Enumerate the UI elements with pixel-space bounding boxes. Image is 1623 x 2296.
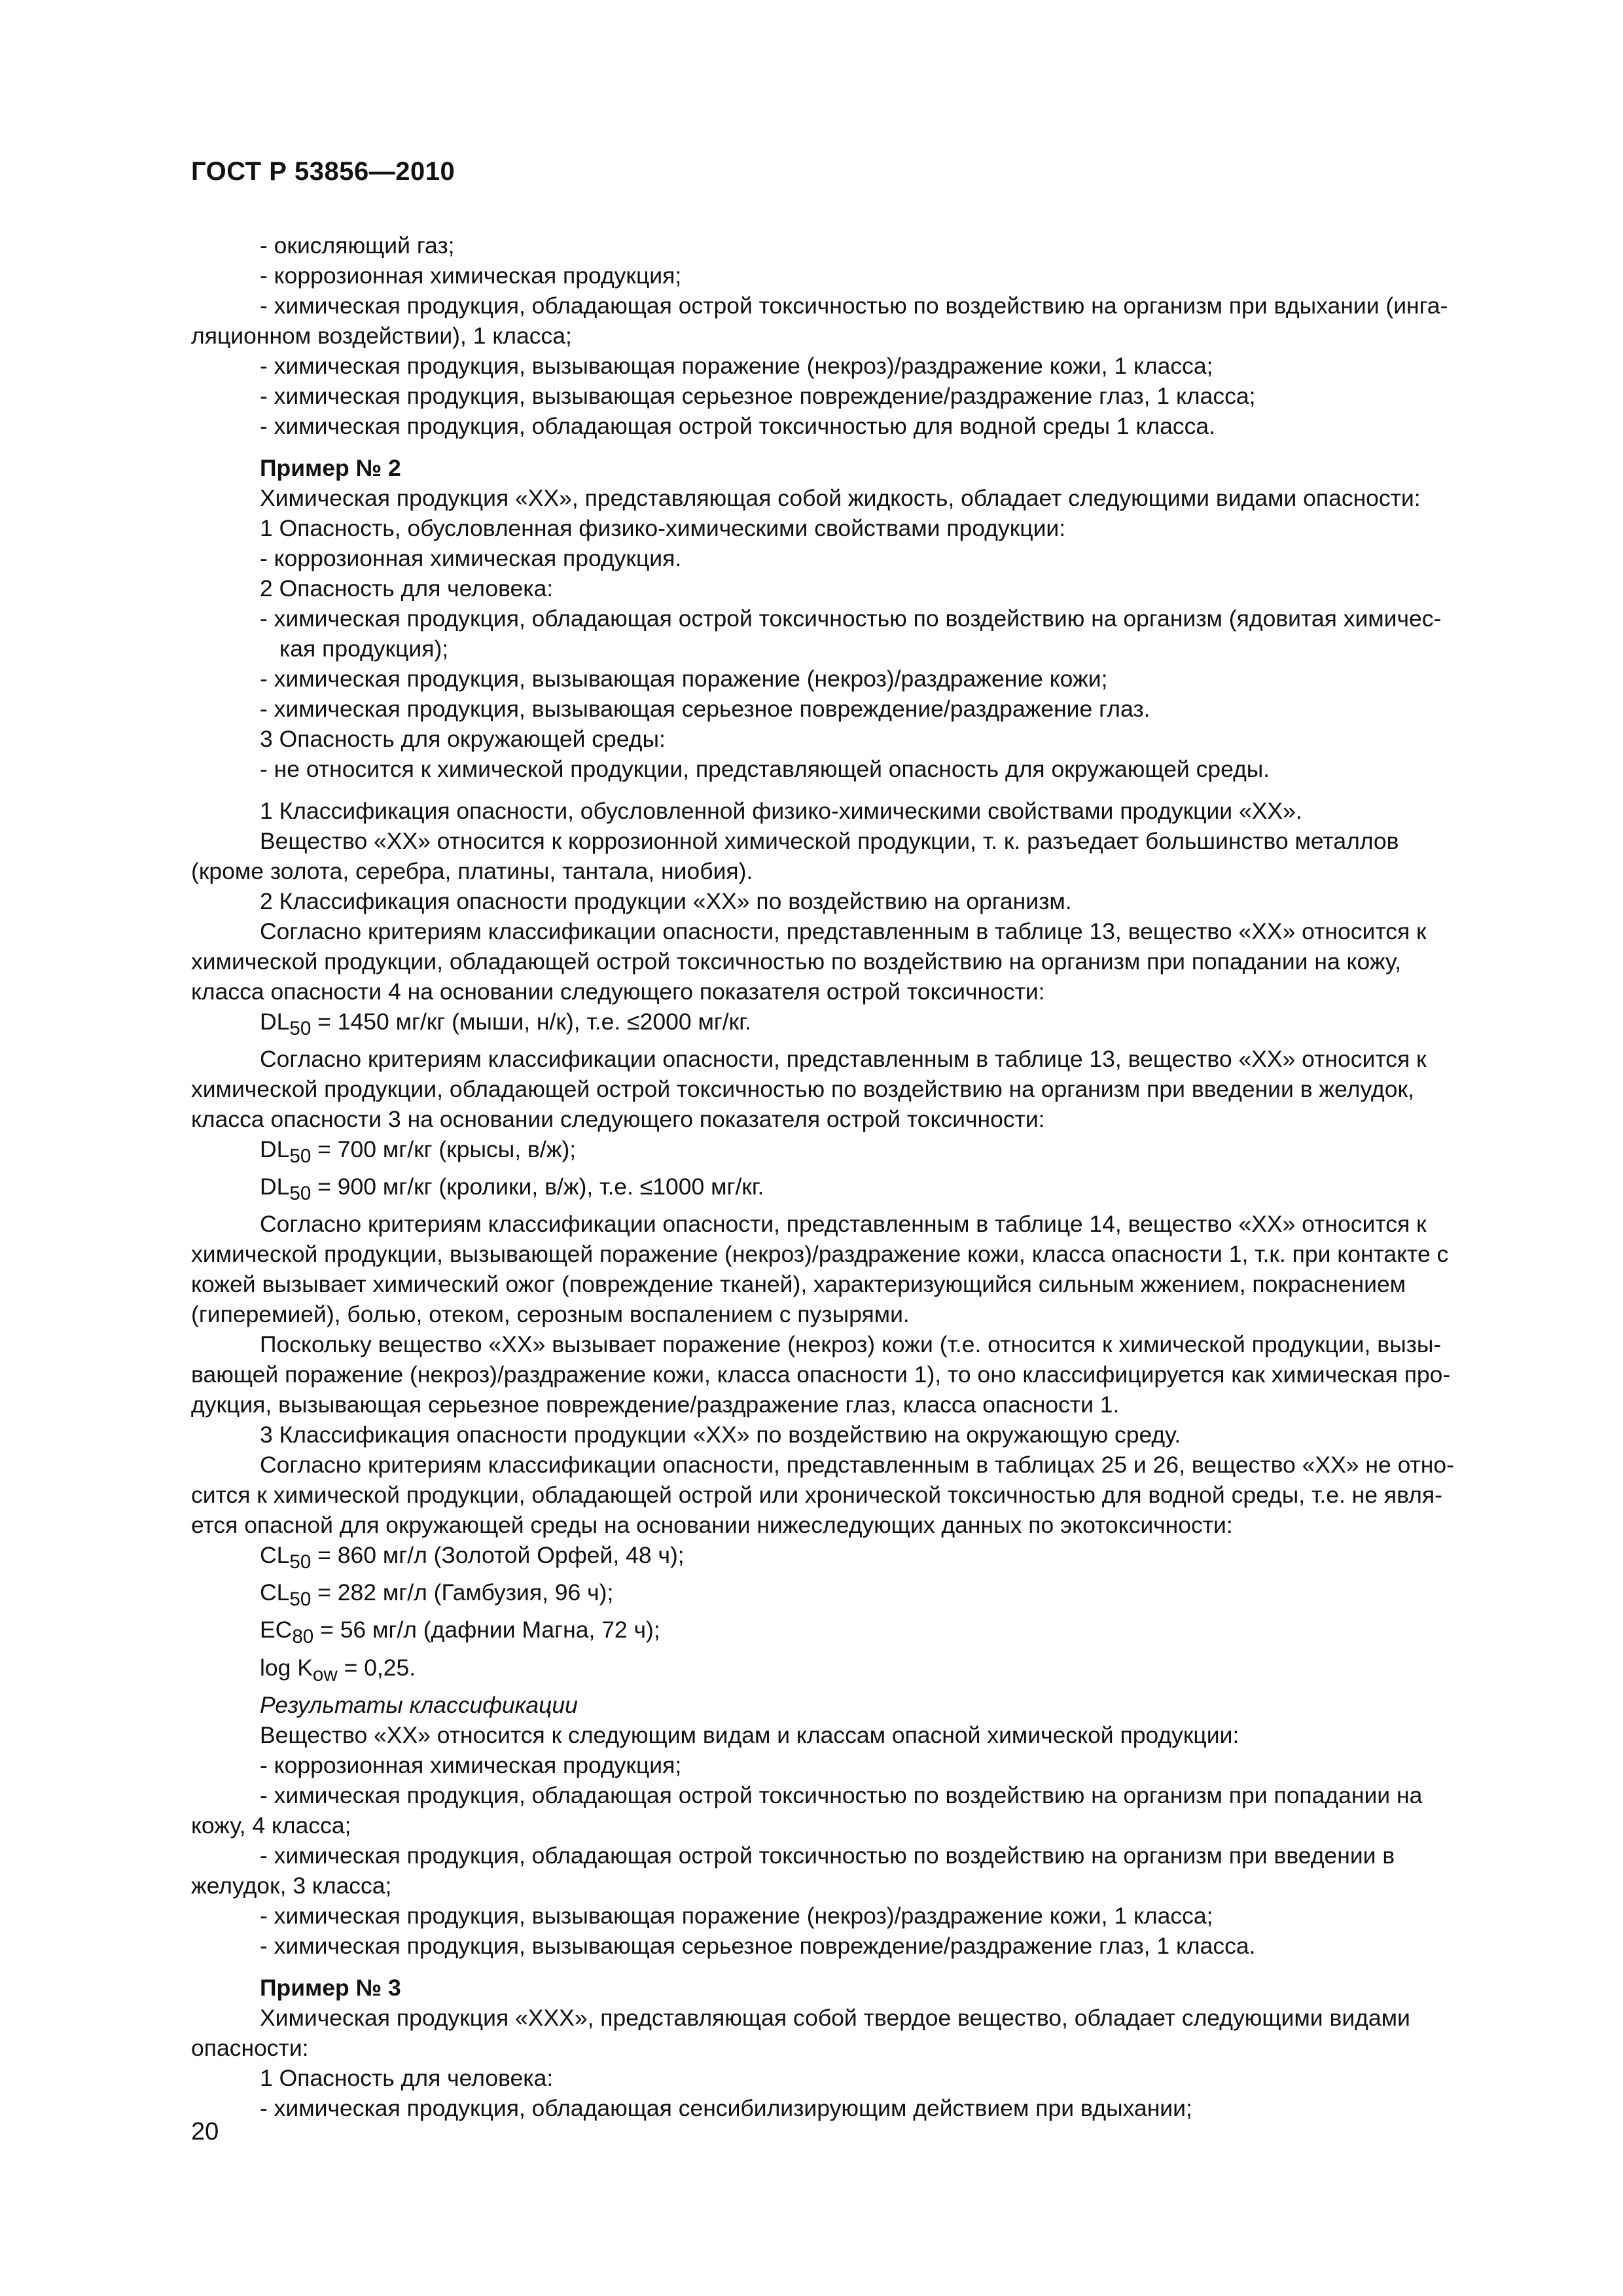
paragraph-continuation: химической продукции, вызывающей поражение (некроз)/раздражение кожи, класса опасности 1, т.к. при контакте с xyxy=(191,1241,1449,1268)
list-item: - коррозионная химическая продукция; xyxy=(260,1751,682,1778)
list-item: - химическая продукция, обладающая острой токсичностью по воздействию на организм при вдыхании (инга- xyxy=(260,293,1448,319)
list-item: - химическая продукция, обладающая сенсибилизирующим действием при вдыхании; xyxy=(260,2094,1192,2121)
formula-value: = 860 мг/л (Золотой Орфей, 48 ч); xyxy=(311,1542,685,1569)
formula-subscript: ow xyxy=(312,1663,338,1685)
formula-line xyxy=(191,1615,1497,1652)
list-item: - химическая продукция, вызывающая серьезное повреждение/раздражение глаз. xyxy=(260,696,1150,722)
paragraph-continuation: (кроме золота, серебра, платины, тантала, ниобия). xyxy=(191,858,753,884)
formula-subscript: 50 xyxy=(289,1018,312,1040)
example-2-heading: Пример № 2 xyxy=(260,455,401,481)
formula-line xyxy=(191,1577,1497,1615)
formula-subscript: 80 xyxy=(292,1626,314,1648)
paragraph: Химическая продукция «XXX», представляющая собой твердое вещество, обладает следующими видами xyxy=(260,2004,1410,2031)
list-item: - химическая продукция, обладающая острой токсичностью по воздействию на организм (ядовитая химичес- xyxy=(260,605,1442,632)
paragraph: Согласно критериям классификации опасности, представленным в таблице 14, вещество «XX» относится к xyxy=(260,1211,1427,1238)
formula-line xyxy=(191,1172,1497,1209)
paragraph: Поскольку вещество «XX» вызывает поражение (некроз) кожи (т.е. относится к химической продукции, вызы- xyxy=(260,1331,1442,1358)
list-item: - не относится к химической продукции, представляющей опасность для окружающей среды. xyxy=(260,756,1270,782)
formula-value: = 700 мг/кг (крысы, в/ж); xyxy=(311,1136,577,1163)
formula-symbol: DL xyxy=(260,1009,290,1035)
paragraph-continuation: сится к химической продукции, обладающей острой или хронической токсичностью для водной среды, т.е. не явля- xyxy=(191,1482,1442,1509)
paragraph-continuation: класса опасности 4 на основании следующего показателя острой токсичности: xyxy=(191,978,1045,1005)
list-item: - химическая продукция, вызывающая серьезное повреждение/раздражение глаз, 1 класса. xyxy=(260,1932,1256,1959)
formula-value: = 282 мг/л (Гамбузия, 96 ч); xyxy=(311,1579,614,1606)
list-item: - химическая продукция, обладающая острой токсичностью по воздействию на организм при попадании на xyxy=(260,1782,1423,1808)
numbered-item: 1 Опасность, обусловленная физико-химическими свойствами продукции: xyxy=(260,515,1066,541)
paragraph-continuation: кожей вызывает химический ожог (повреждение тканей), характеризующийся сильным жжением, покраснением xyxy=(191,1271,1406,1298)
paragraph: Согласно критериям классификации опасности, представленным в таблице 13, вещество «XX» относится к xyxy=(260,918,1427,944)
paragraph: Вещество «XX» относится к коррозионной химической продукции, т. к. разъедает большинство металлов xyxy=(260,828,1399,854)
classification-2-heading: 2 Классификация опасности продукции «XX» по воздействию на организм. xyxy=(260,888,1072,914)
paragraph-continuation: вающей поражение (некроз)/раздражение кожи, класса опасности 1), то оно классифицируется как химическая про- xyxy=(191,1361,1451,1388)
page-number: 20 xyxy=(191,2118,219,2145)
classification-1-heading: 1 Классификация опасности, обусловленной физико-химическими свойствами продукции «XX». xyxy=(260,798,1302,824)
numbered-item: 3 Опасность для окружающей среды: xyxy=(260,726,666,752)
list-item: - окисляющий газ; xyxy=(260,232,455,259)
formula-symbol: CL xyxy=(260,1579,290,1606)
list-item: - химическая продукция, обладающая острой токсичностью по воздействию на организм при введении в xyxy=(260,1842,1395,1869)
formula-line xyxy=(191,1653,1497,1690)
document-body xyxy=(191,230,1497,2123)
classification-3-heading: 3 Классификация опасности продукции «XX» по воздействию на окружающую среду. xyxy=(260,1422,1181,1448)
formula-subscript: 50 xyxy=(289,1145,312,1168)
list-item: - химическая продукция, вызывающая серьезное повреждение/раздражение глаз, 1 класса; xyxy=(260,383,1256,409)
paragraph-continuation: химической продукции, обладающей острой токсичностью по воздействию на организм при введении в желудок, xyxy=(191,1076,1414,1103)
paragraph-continuation: ется опасной для окружающей среды на основании нижеследующих данных по экотоксичности: xyxy=(191,1512,1233,1539)
paragraph-continuation: опасности: xyxy=(191,2034,309,2061)
formula-value: = 1450 мг/кг (мыши, н/к), т.е. ≤2000 мг/кг. xyxy=(311,1009,751,1035)
list-item-continuation: ляционном воздействии), 1 класса; xyxy=(191,323,572,349)
numbered-item: 2 Опасность для человека: xyxy=(260,575,554,601)
paragraph-continuation: дукция, вызывающая серьезное повреждение/раздражение глаз, класса опасности 1. xyxy=(191,1391,1120,1418)
formula-symbol: EC xyxy=(260,1617,293,1643)
formula-symbol: DL xyxy=(260,1174,290,1200)
formula-symbol: DL xyxy=(260,1136,290,1163)
formula-value: = 0,25. xyxy=(337,1654,416,1681)
list-item-continuation: кожу, 4 класса; xyxy=(191,1812,351,1839)
paragraph: Химическая продукция «XX», представляющая собой жидкость, обладает следующими видами опасности: xyxy=(260,485,1421,511)
list-item: - коррозионная химическая продукция; xyxy=(260,262,682,289)
paragraph-continuation: (гиперемией), болью, отеком, серозным воспалением с пузырями. xyxy=(191,1301,910,1328)
paragraph-continuation: химической продукции, обладающей острой токсичностью по воздействию на организм при попадании на кожу, xyxy=(191,948,1402,975)
formula-line xyxy=(191,1134,1497,1172)
formula-subscript: 50 xyxy=(289,1588,312,1611)
list-item-continuation: кая продукция); xyxy=(279,636,449,662)
list-item: - химическая продукция, обладающая острой токсичностью для водной среды 1 класса. xyxy=(260,413,1215,439)
formula-line xyxy=(191,1007,1497,1044)
formula-subscript: 50 xyxy=(289,1551,312,1573)
list-item: - химическая продукция, вызывающая поражение (некроз)/раздражение кожи, 1 класса; xyxy=(260,1902,1213,1929)
formula-symbol: CL xyxy=(260,1542,290,1569)
list-item: - химическая продукция, вызывающая поражение (некроз)/раздражение кожи; xyxy=(260,666,1108,692)
standard-code-header: ГОСТ Р 53856—2010 xyxy=(191,157,455,186)
list-item-continuation: желудок, 3 класса; xyxy=(191,1872,392,1899)
numbered-item: 1 Опасность для человека: xyxy=(260,2064,554,2091)
list-item: - химическая продукция, вызывающая поражение (некроз)/раздражение кожи, 1 класса; xyxy=(260,353,1213,379)
formula-value: = 900 мг/кг (кролики, в/ж), т.е. ≤1000 мг/кг. xyxy=(311,1174,764,1200)
formula-subscript: 50 xyxy=(289,1183,312,1205)
paragraph: Вещество «XX» относится к следующим видам и классам опасной химической продукции: xyxy=(260,1721,1240,1748)
paragraph: Согласно критериям классификации опасности, представленным в таблице 13, вещество «XX» относится к xyxy=(260,1046,1427,1073)
formula-line xyxy=(191,1540,1497,1577)
list-item: - коррозионная химическая продукция. xyxy=(260,545,682,571)
formula-symbol: log K xyxy=(260,1654,313,1681)
paragraph-continuation: класса опасности 3 на основании следующего показателя острой токсичности: xyxy=(191,1106,1045,1133)
example-3-heading: Пример № 3 xyxy=(260,1974,401,2001)
paragraph: Согласно критериям классификации опасности, представленным в таблицах 25 и 26, вещество «XX» не отно- xyxy=(260,1452,1454,1479)
results-heading: Результаты классификации xyxy=(260,1691,578,1718)
formula-value: = 56 мг/л (дафнии Магна, 72 ч); xyxy=(313,1617,660,1643)
